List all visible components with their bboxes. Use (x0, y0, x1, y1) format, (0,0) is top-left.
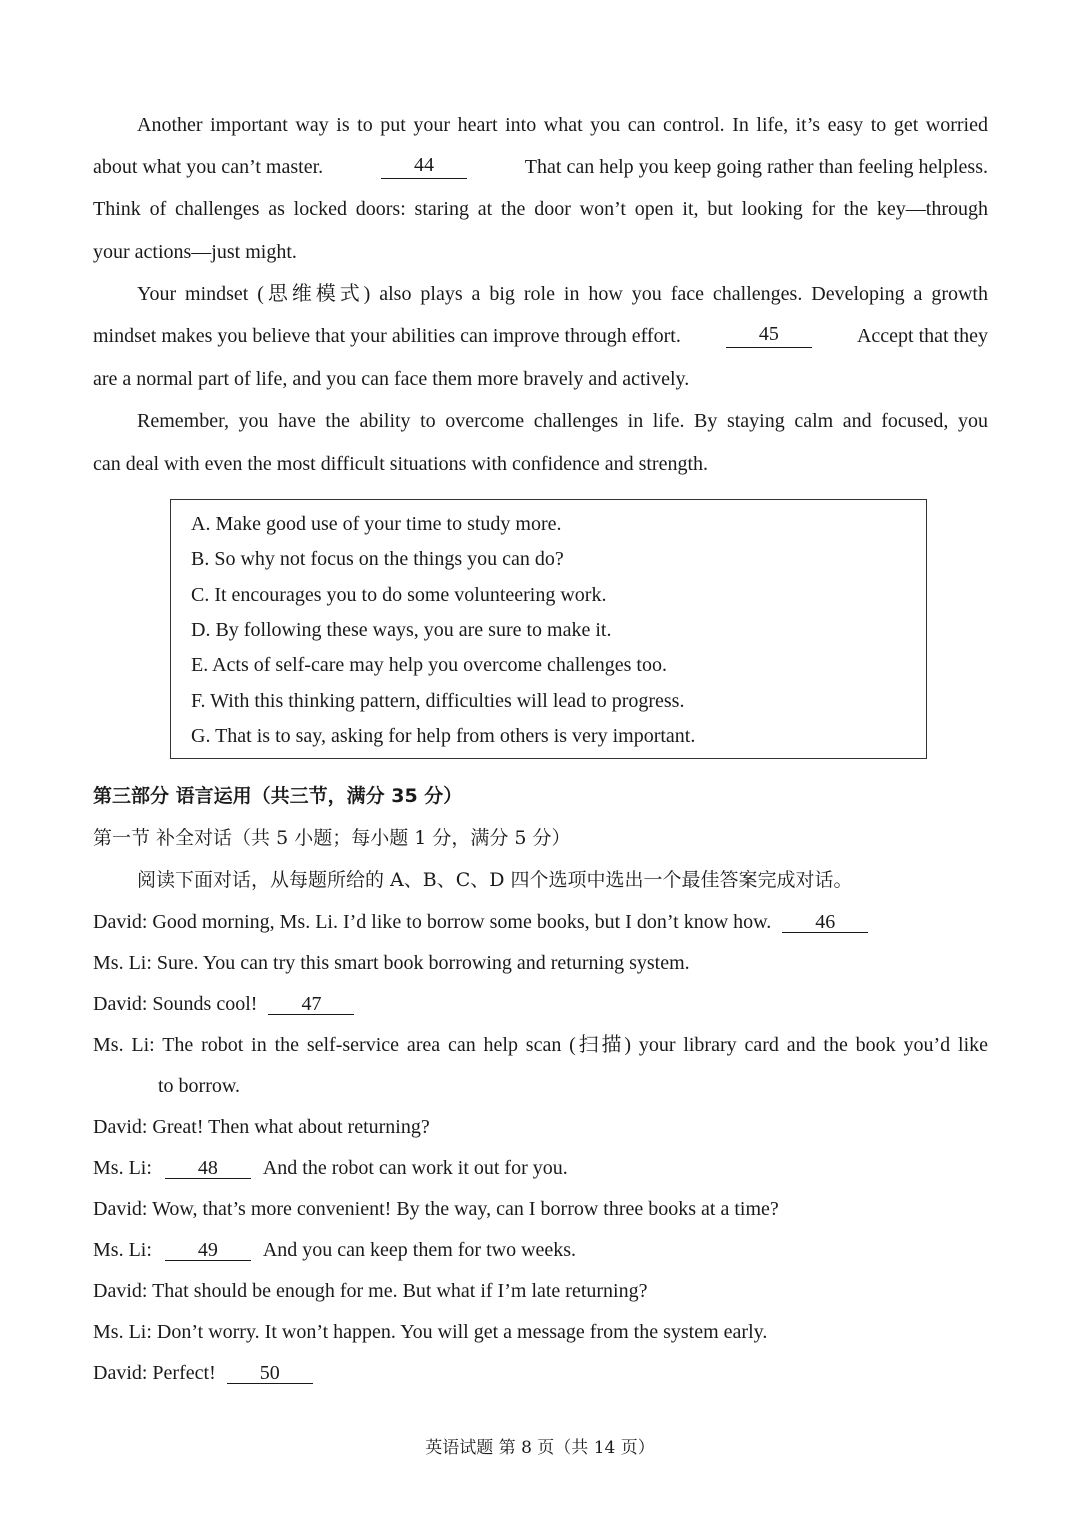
option-d: D. By following these ways, you are sure to make it. (191, 619, 612, 641)
dialogue-line-4: Ms. Li: The robot in the self-service area can help scan (扫描) your library card and the book you’d like (93, 1034, 988, 1056)
blank-48[interactable]: 48 (165, 1158, 251, 1179)
speaker: Ms. Li: (93, 1239, 152, 1261)
sub-title: 第一节 补全对话（共 5 小题；每小题 1 分，满分 5 分） (93, 827, 571, 849)
dialogue-line-8 (93, 1238, 576, 1262)
dialogue-text: David: Good morning, Ms. Li. I’d like to borrow some books, but I don’t know how. (93, 911, 772, 933)
option-b: B. So why not focus on the things you can do? (191, 548, 564, 570)
option-a: A. Make good use of your time to study more. (191, 513, 562, 535)
dialogue-text: David: Sounds cool! (93, 993, 258, 1015)
option-g: G. That is to say, asking for help from others is very important. (191, 725, 696, 747)
p1-line-2a: about what you can’t master. (93, 156, 324, 178)
p1-line-4: your actions—just might. (93, 241, 297, 263)
dialogue-text: David: Perfect! (93, 1362, 216, 1384)
p2-line-2 (93, 324, 988, 348)
dialogue-line-2: Ms. Li: Sure. You can try this smart book borrowing and returning system. (93, 952, 690, 974)
dialogue-line-9: David: That should be enough for me. But what if I’m late returning? (93, 1280, 648, 1302)
p1-line-2 (93, 155, 988, 179)
blank-50[interactable]: 50 (227, 1363, 313, 1384)
dialogue-line-5: David: Great! Then what about returning? (93, 1116, 430, 1138)
option-e: E. Acts of self-care may help you overcome challenges too. (191, 654, 667, 676)
blank-46[interactable]: 46 (782, 912, 868, 933)
p2-line-2a: mindset makes you believe that your abilities can improve through effort. (93, 325, 681, 347)
part-title: 第三部分 语言运用（共三节，满分 35 分） (93, 785, 463, 807)
dialogue-line-6 (93, 1156, 568, 1180)
option-c: C. It encourages you to do some volunteering work. (191, 584, 607, 606)
dialogue-text: And the robot can work it out for you. (262, 1157, 568, 1179)
p1-line-1: Another important way is to put your heart into what you can control. In life, it’s easy to get worried (137, 114, 988, 136)
p1-line-3: Think of challenges as locked doors: staring at the door won’t open it, but looking for the key—through (93, 198, 988, 220)
blank-45[interactable]: 45 (726, 324, 812, 348)
dialogue-line-10: Ms. Li: Don’t worry. It won’t happen. You will get a message from the system early. (93, 1321, 768, 1343)
p1-line-2b: That can help you keep going rather than feeling helpless. (524, 156, 988, 178)
speaker: Ms. Li: (93, 1157, 152, 1179)
dialogue-line-1 (93, 910, 868, 934)
dialogue-text: And you can keep them for two weeks. (262, 1239, 577, 1261)
p2-line-3: are a normal part of life, and you can face them more bravely and actively. (93, 368, 690, 390)
p3-line-2: can deal with even the most difficult situations with confidence and strength. (93, 453, 709, 475)
instruction: 阅读下面对话，从每题所给的 A、B、C、D 四个选项中选出一个最佳答案完成对话。 (137, 869, 853, 891)
p3-line-1: Remember, you have the ability to overcome challenges in life. By staying calm and focused, you (137, 410, 988, 432)
p2-line-1: Your mindset (思维模式) also plays a big role in how you face challenges. Developing a growth (137, 283, 988, 305)
page-footer: 英语试题 第 8 页（共 14 页） (425, 1438, 655, 1458)
dialogue-line-4-cont: to borrow. (158, 1075, 241, 1097)
p2-line-2b: Accept that they (856, 325, 988, 347)
dialogue-line-11 (93, 1361, 313, 1385)
dialogue-line-7: David: Wow, that’s more convenient! By the way, can I borrow three books at a time? (93, 1198, 779, 1220)
blank-44[interactable]: 44 (381, 155, 467, 179)
dialogue-line-3 (93, 992, 354, 1016)
option-f: F. With this thinking pattern, difficulties will lead to progress. (191, 690, 685, 712)
blank-47[interactable]: 47 (268, 994, 354, 1015)
options-box (170, 499, 927, 759)
blank-49[interactable]: 49 (165, 1240, 251, 1261)
